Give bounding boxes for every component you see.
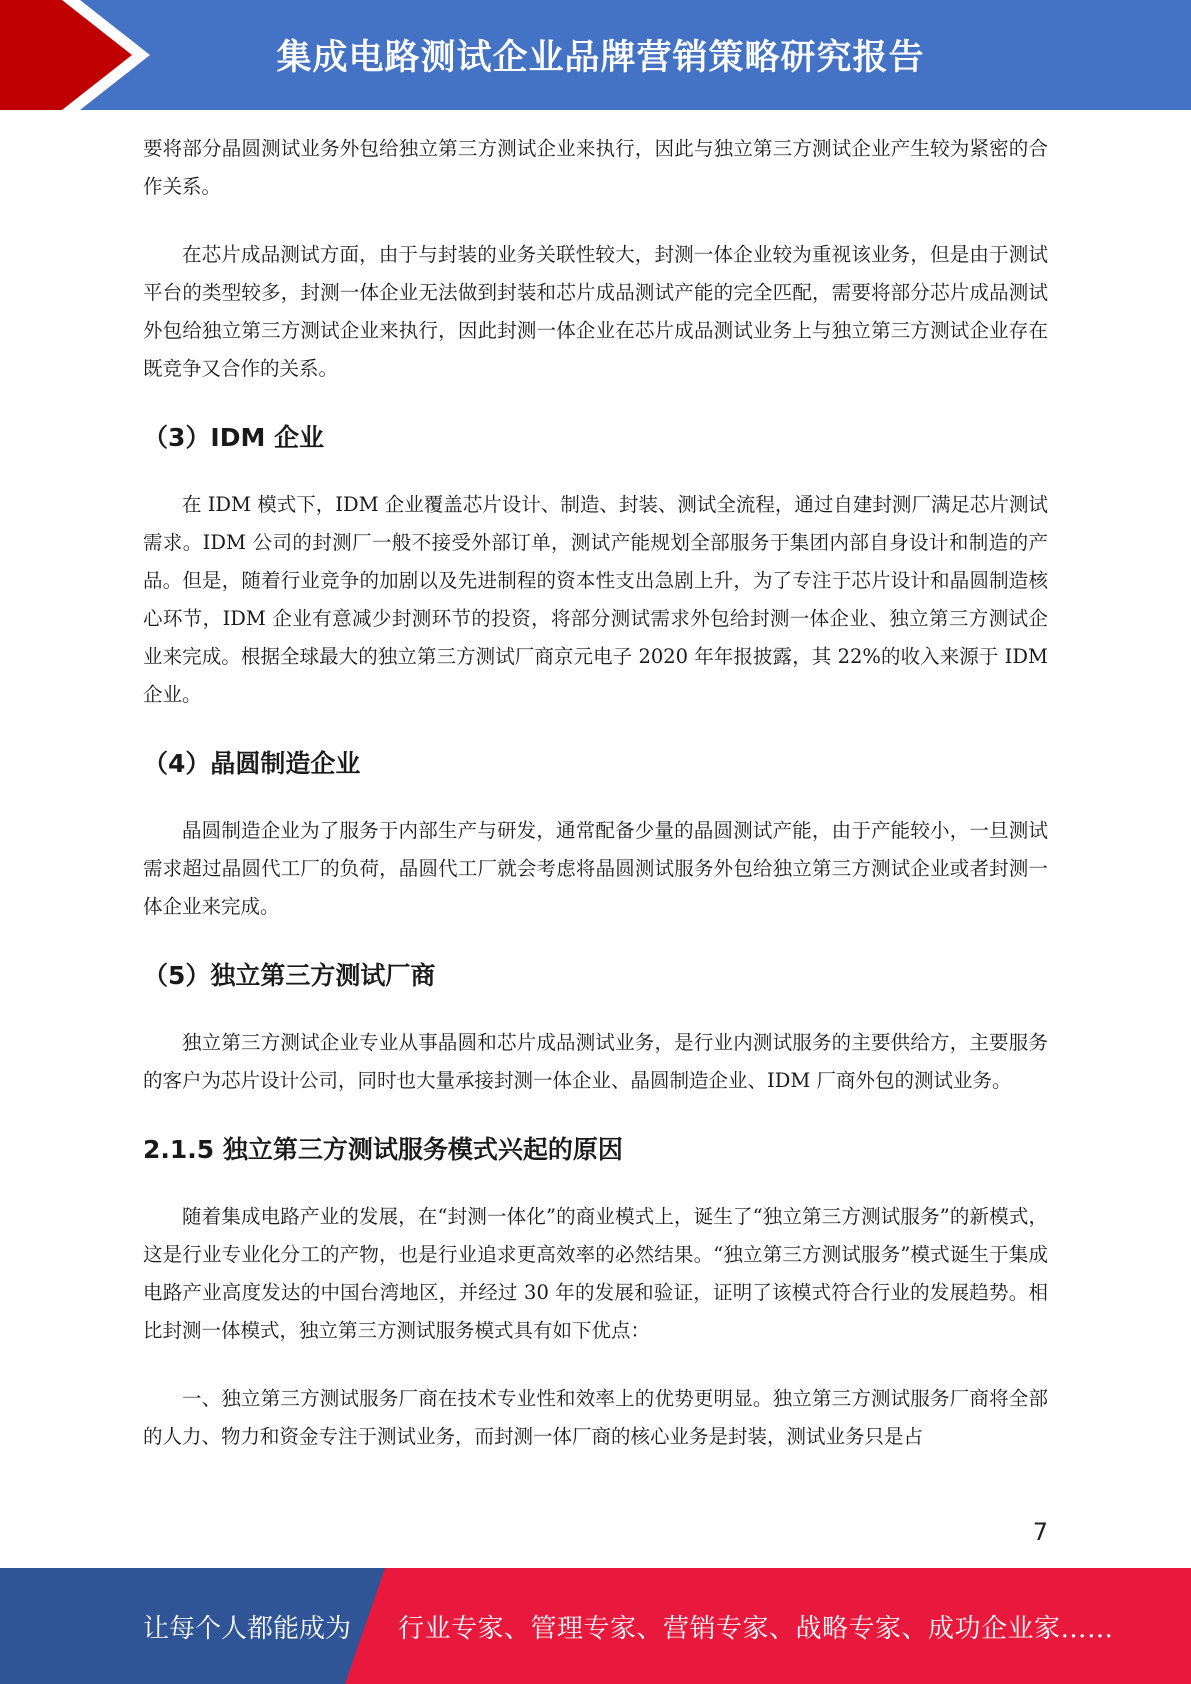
- paragraph-idm: 在 IDM 模式下，IDM 企业覆盖芯片设计、制造、封装、测试全流程，通过自建封测厂满足芯片测试需求。IDM 公司的封测厂一般不接受外部订单，测试产能规划全部服务于集团内部自身设计和制造的产品。但是，随着行业竞争的加剧以及先进制程的资本性支出急剧上升，为了专注于芯片设计和晶圆制造核心环节，IDM 企业有意减少封测环节的投资，将部分测试需求外包给封测一体企业、独立第三方测试企业来完成。根据全球最大的独立第三方测试厂商京元电子 2020 年年报披露，其 22%的收入来源于 IDM 企业。: [143, 493, 1048, 706]
- page-footer: [0, 1568, 1191, 1684]
- page-header: [0, 0, 1191, 110]
- paragraph-third-party: 独立第三方测试企业专业从事晶圆和芯片成品测试业务，是行业内测试服务的主要供给方，主要服务的客户为芯片设计公司，同时也大量承接封测一体企业、晶圆制造企业、IDM 厂商外包的测试业务。: [143, 1031, 1048, 1092]
- section-heading-2-1-5: 2.1.5 独立第三方测试服务模式兴起的原因: [143, 1135, 623, 1164]
- footer-slogan-left: 让每个人都能成为: [143, 1613, 352, 1644]
- document-body: [143, 130, 1048, 1456]
- heading-third-party: （5）独立第三方测试厂商: [143, 961, 436, 990]
- heading-idm: （3）IDM 企业: [143, 423, 325, 452]
- header-arrow-decoration: [0, 0, 150, 110]
- page-number: 7: [1032, 1518, 1048, 1546]
- footer-slogan-right: 行业专家、管理专家、营销专家、战略专家、成功企业家……: [398, 1613, 1114, 1644]
- paragraph-chip-testing: 在芯片成品测试方面，由于与封装的业务关联性较大，封测一体企业较为重视该业务，但是由于测试平台的类型较多，封测一体企业无法做到封装和芯片成品测试产能的完全匹配，需要将部分芯片成品测试外包给独立第三方测试企业来执行，因此封测一体企业在芯片成品测试业务上与独立第三方测试企业存在既竞争又合作的关系。: [143, 243, 1048, 380]
- paragraph-advantage-one: 一、独立第三方测试服务厂商在技术专业性和效率上的优势更明显。独立第三方测试服务厂商将全部的人力、物力和资金专注于测试业务，而封测一体厂商的核心业务是封装，测试业务只是占: [143, 1387, 1048, 1448]
- paragraph-wafer-fab: 晶圆制造企业为了服务于内部生产与研发，通常配备少量的晶圆测试产能，由于产能较小，一旦测试需求超过晶圆代工厂的负荷，晶圆代工厂就会考虑将晶圆测试服务外包给独立第三方测试企业或者封测一体企业来完成。: [143, 819, 1048, 918]
- paragraph-model-rise: 随着集成电路产业的发展，在“封测一体化”的商业模式上，诞生了“独立第三方测试服务”的新模式，这是行业专业化分工的产物，也是行业追求更高效率的必然结果。“独立第三方测试服务”模式诞生于集成电路产业高度发达的中国台湾地区，并经过 30 年的发展和验证，证明了该模式符合行业的发展趋势。相比封测一体模式，独立第三方测试服务模式具有如下优点：: [143, 1205, 1048, 1342]
- heading-wafer-fab: （4）晶圆制造企业: [143, 749, 361, 778]
- paragraph-continuation: 要将部分晶圆测试业务外包给独立第三方测试企业来执行，因此与独立第三方测试企业产生较为紧密的合作关系。: [143, 137, 1048, 198]
- report-title: 集成电路测试企业品牌营销策略研究报告: [276, 38, 925, 78]
